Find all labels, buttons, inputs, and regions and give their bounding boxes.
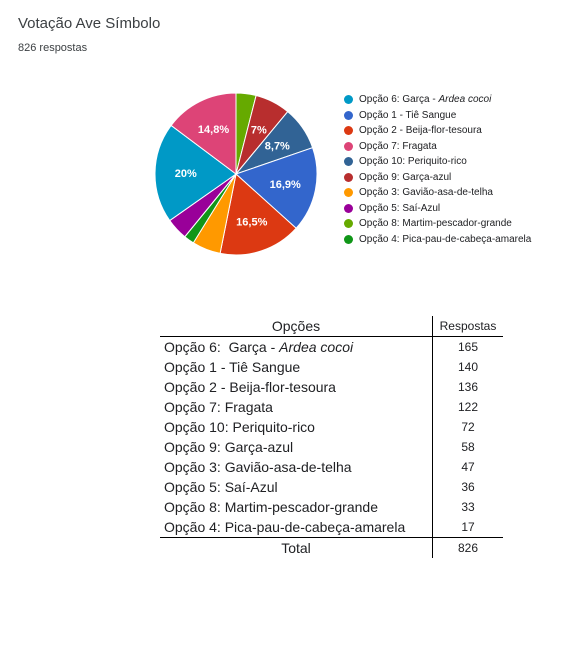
legend-item[interactable]: [344, 232, 531, 248]
option-cell: Opção 7: Fragata: [160, 397, 433, 417]
option-cell: Opção 9: Garça-azul: [160, 437, 433, 457]
count-cell: 165: [457, 340, 479, 354]
legend-swatch: [344, 157, 353, 166]
table-row: [160, 517, 503, 538]
votes-table: [160, 316, 503, 558]
legend-item[interactable]: [344, 123, 531, 139]
legend-item[interactable]: [344, 216, 531, 232]
legend-label: Opção 10: Periquito-rico: [359, 156, 467, 168]
total-value: 826: [433, 538, 504, 559]
legend-label: Opção 2 - Beija-flor-tesoura: [359, 125, 482, 137]
legend-item[interactable]: [344, 154, 531, 170]
legend-item[interactable]: [344, 92, 531, 108]
count-cell: 33: [461, 500, 475, 514]
legend-item[interactable]: [344, 185, 531, 201]
pie-chart: [148, 86, 324, 262]
legend-item[interactable]: [344, 139, 531, 155]
legend-swatch: [344, 142, 353, 151]
legend-item[interactable]: [344, 170, 531, 186]
slice-label: 8,7%: [264, 140, 290, 153]
legend-label: Opção 6: Garça - Ardea cocoi: [359, 94, 492, 106]
header-options: Opções: [160, 316, 433, 337]
option-cell: Opção 1 - Tiê Sangue: [160, 357, 433, 377]
option-cell: Opção 6: Garça - Ardea cocoi: [160, 337, 433, 358]
legend-item[interactable]: [344, 201, 531, 217]
legend-swatch: [344, 188, 353, 197]
slice-label: 7%: [250, 124, 267, 137]
legend-label: Opção 7: Fragata: [359, 140, 437, 152]
total-label: Total: [160, 538, 433, 559]
option-cell: Opção 8: Martim-pescador-grande: [160, 497, 433, 517]
option-cell: Opção 10: Periquito-rico: [160, 417, 433, 437]
table-row: [160, 397, 503, 417]
count-cell: 140: [457, 360, 479, 374]
table-row: [160, 457, 503, 477]
legend-swatch: [344, 173, 353, 182]
table-row: [160, 437, 503, 457]
table-row: [160, 377, 503, 397]
option-cell: Opção 5: Saí-Azul: [160, 477, 433, 497]
table-row: [160, 417, 503, 437]
table-row: [160, 337, 503, 358]
legend-label: Opção 8: Martim-pescador-grande: [359, 218, 512, 230]
count-cell: 17: [461, 520, 475, 534]
legend-label: Opção 9: Garça-azul: [359, 171, 452, 183]
count-cell: 58: [461, 440, 475, 454]
legend-swatch: [344, 204, 353, 213]
option-cell: Opção 3: Gavião-asa-de-telha: [160, 457, 433, 477]
option-cell: Opção 4: Pica-pau-de-cabeça-amarela: [160, 517, 433, 538]
slice-label: 16,9%: [269, 179, 301, 192]
slice-label: 14,8%: [197, 124, 230, 137]
legend-label: Opção 3: Gavião-asa-de-telha: [359, 187, 493, 199]
legend-swatch: [344, 95, 353, 104]
legend-swatch: [344, 111, 353, 120]
count-cell: 36: [461, 480, 475, 494]
header-responses: Respostas: [433, 316, 504, 337]
total-row: [160, 538, 503, 559]
legend-swatch: [344, 126, 353, 135]
chart-legend: [344, 92, 531, 247]
count-cell: 136: [457, 380, 479, 394]
count-cell: 72: [461, 420, 475, 434]
table-row: [160, 477, 503, 497]
slice-label: 16,5%: [236, 216, 268, 229]
count-cell: 47: [461, 460, 475, 474]
count-cell: 122: [457, 400, 479, 414]
table-row: [160, 497, 503, 517]
legend-swatch: [344, 235, 353, 244]
option-cell: Opção 2 - Beija-flor-tesoura: [160, 377, 433, 397]
response-count: 826 respostas: [18, 42, 88, 54]
legend-label: Opção 4: Pica-pau-de-cabeça-amarela: [359, 233, 532, 245]
legend-swatch: [344, 219, 353, 228]
legend-item[interactable]: [344, 108, 531, 124]
slice-label: 20%: [174, 168, 197, 181]
legend-label: Opção 5: Saí-Azul: [359, 202, 441, 214]
form-title: Votação Ave Símbolo: [18, 15, 161, 32]
table-row: [160, 357, 503, 377]
legend-label: Opção 1 - Tiê Sangue: [359, 109, 457, 121]
